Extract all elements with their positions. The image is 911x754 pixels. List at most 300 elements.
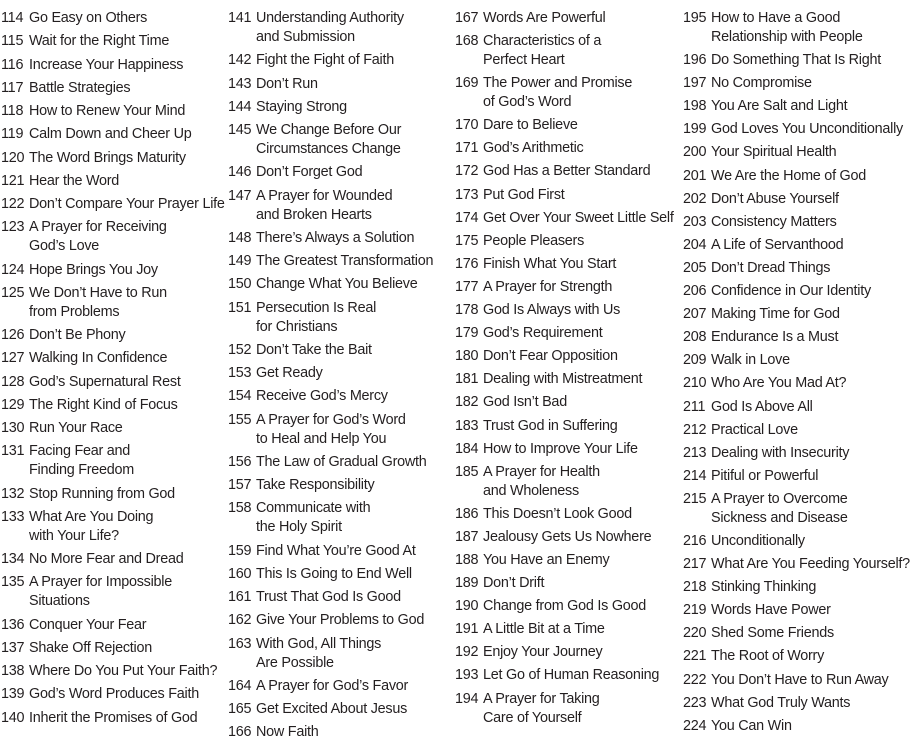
toc-entry — [228, 299, 454, 337]
entry-number: 201 — [683, 167, 707, 184]
entry-title: This Is Going to End Well — [256, 565, 412, 582]
entry-title: Don’t Take the Bait — [256, 341, 372, 358]
toc-entry — [228, 565, 454, 584]
entry-number: 126 — [1, 327, 25, 343]
toc-entry — [455, 139, 681, 158]
entry-number: 167 — [455, 10, 479, 26]
toc-entry — [683, 259, 911, 278]
toc-entry — [455, 463, 681, 501]
toc-entry — [1, 326, 227, 345]
entry-title: No More Fear and Dread — [29, 551, 184, 567]
entry-number: 148 — [228, 229, 252, 246]
entry-title: Get Ready — [256, 365, 323, 381]
entry-title: Hear the Word — [29, 172, 120, 189]
toc-entry — [455, 116, 681, 135]
toc-entry — [1, 284, 227, 322]
entry-number: 209 — [683, 352, 707, 369]
toc-entry — [683, 305, 911, 324]
entry-title: God’s Requirement — [483, 325, 603, 342]
entry-title: God Is Always with Us — [483, 302, 621, 319]
toc-entry — [1, 373, 227, 392]
toc-column-3 — [455, 9, 681, 732]
entry-title: Facing Fear and Finding Freedom — [29, 443, 135, 479]
toc-entry — [228, 611, 454, 630]
entry-title: Staying Strong — [256, 98, 347, 115]
entry-number: 119 — [1, 126, 24, 143]
toc-entry — [683, 374, 911, 393]
entry-number: 161 — [228, 589, 252, 605]
entry-number: 118 — [1, 103, 24, 119]
entry-title: Endurance Is a Must — [711, 329, 839, 346]
toc-entry — [683, 120, 911, 139]
entry-number: 122 — [1, 196, 25, 212]
entry-title: A Prayer for God’s Word to Heal and Help You — [256, 411, 406, 447]
entry-title: Change from God Is Good — [483, 598, 647, 615]
entry-number: 134 — [1, 551, 25, 567]
toc-entry — [455, 255, 681, 274]
entry-title: No Compromise — [711, 75, 812, 92]
entry-number: 205 — [683, 259, 707, 276]
toc-entry — [683, 167, 911, 186]
toc-entry — [1, 9, 227, 28]
entry-number: 123 — [1, 219, 25, 236]
entry-number: 157 — [228, 477, 252, 493]
entry-number: 212 — [683, 421, 707, 438]
entry-number: 181 — [455, 371, 479, 388]
entry-number: 192 — [455, 644, 479, 661]
entry-title: Wait for the Right Time — [29, 33, 170, 50]
toc-entry — [1, 195, 227, 214]
toc-entry — [683, 717, 911, 736]
entry-title: Who Are You Mad At? — [711, 375, 847, 392]
entry-title: Communicate with the Holy Spirit — [256, 500, 371, 536]
toc-entry — [1, 218, 227, 256]
entry-title: Don’t Drift — [483, 575, 545, 592]
entry-number: 200 — [683, 144, 707, 161]
toc-entry — [228, 252, 454, 271]
toc-entry — [228, 453, 454, 472]
entry-number: 206 — [683, 283, 707, 300]
toc-entry — [683, 97, 911, 116]
entry-title: We Change Before Our Circumstances Change — [256, 122, 402, 157]
entry-number: 186 — [455, 505, 479, 522]
toc-entry — [683, 578, 911, 597]
entry-title: Making Time for God — [711, 306, 840, 323]
entry-title: Shake Off Rejection — [29, 639, 152, 656]
entry-number: 184 — [455, 440, 479, 457]
entry-title: We Are the Home of God — [711, 167, 867, 184]
entry-title: God’s Word Produces Faith — [29, 686, 199, 703]
toc-entry — [455, 551, 681, 570]
entry-title: What God Truly Wants — [711, 694, 851, 711]
toc-entry — [683, 74, 911, 93]
toc-entry — [455, 232, 681, 251]
entry-number: 130 — [1, 420, 25, 436]
entry-number: 146 — [228, 164, 252, 181]
entry-number: 176 — [455, 255, 479, 272]
entry-title: Where Do You Put Your Faith? — [29, 663, 218, 679]
toc-entry — [683, 328, 911, 347]
toc-entry — [683, 467, 911, 486]
entry-title: Understanding Authority and Submission — [256, 10, 404, 45]
toc-entry — [228, 98, 454, 117]
entry-number: 211 — [683, 398, 706, 415]
toc-entry — [455, 209, 681, 228]
entry-number: 133 — [1, 508, 25, 525]
entry-number: 189 — [455, 575, 479, 592]
toc-entry — [455, 690, 681, 728]
entry-number: 188 — [455, 551, 479, 568]
entry-title: Finish What You Start — [483, 255, 617, 272]
toc-entry — [228, 635, 454, 673]
toc-entry — [455, 324, 681, 343]
entry-number: 194 — [455, 690, 479, 707]
entry-title: Dare to Believe — [483, 117, 578, 134]
toc-entry — [228, 187, 454, 225]
entry-title: Go Easy on Others — [29, 10, 148, 26]
toc-entry — [683, 601, 911, 620]
toc-entry — [1, 172, 227, 191]
entry-title: Jealousy Gets Us Nowhere — [483, 528, 652, 545]
entry-number: 127 — [1, 350, 25, 367]
toc-entry — [683, 9, 911, 47]
entry-title: Don’t Run — [256, 75, 318, 92]
entry-number: 152 — [228, 341, 252, 358]
entry-title: Don’t Abuse Yourself — [711, 190, 839, 207]
entry-number: 204 — [683, 236, 707, 253]
entry-title: Consistency Matters — [711, 213, 837, 230]
entry-number: 114 — [1, 10, 24, 26]
entry-number: 136 — [1, 616, 25, 633]
entry-title: Increase Your Happiness — [29, 56, 184, 73]
toc-entry — [228, 364, 454, 383]
toc-entry — [228, 121, 454, 159]
entry-title: Take Responsibility — [256, 477, 375, 493]
entry-number: 203 — [683, 213, 707, 230]
entry-number: 174 — [455, 209, 479, 226]
toc-entry — [1, 550, 227, 569]
entry-title: Receive God’s Mercy — [256, 388, 388, 405]
toc-entry — [455, 347, 681, 366]
entry-number: 141 — [228, 10, 252, 26]
entry-title: With God, All Things Are Possible — [256, 635, 382, 671]
entry-title: Find What You’re Good At — [256, 542, 416, 559]
entry-number: 149 — [228, 253, 252, 269]
entry-title: Dealing with Insecurity — [711, 444, 850, 461]
entry-title: Hope Brings You Joy — [29, 261, 158, 278]
entry-number: 170 — [455, 117, 479, 134]
toc-entry — [1, 485, 227, 504]
toc-entry — [1, 349, 227, 368]
toc-entry — [455, 9, 681, 28]
toc-entry — [1, 442, 227, 480]
entry-number: 116 — [1, 56, 24, 73]
toc-entry — [455, 643, 681, 662]
toc-entry — [228, 588, 454, 607]
entry-number: 124 — [1, 261, 25, 278]
entry-title: Calm Down and Cheer Up — [29, 126, 192, 143]
toc-entry — [1, 102, 227, 121]
entry-number: 156 — [228, 453, 252, 470]
toc-entry — [455, 597, 681, 616]
entry-number: 117 — [1, 79, 24, 96]
entry-title: Shed Some Friends — [711, 625, 834, 642]
entry-number: 175 — [455, 232, 479, 249]
entry-number: 183 — [455, 417, 479, 434]
entry-title: Walking In Confidence — [29, 350, 168, 367]
entry-number: 169 — [455, 75, 479, 92]
entry-number: 153 — [228, 365, 252, 381]
entry-number: 195 — [683, 10, 707, 26]
entry-title: Now Faith — [256, 724, 319, 741]
toc-entry — [683, 647, 911, 666]
entry-title: Practical Love — [711, 421, 798, 438]
entry-title: There’s Always a Solution — [256, 229, 415, 246]
entry-title: Pitiful or Powerful — [711, 467, 819, 484]
entry-number: 120 — [1, 149, 25, 166]
toc-entry — [455, 666, 681, 685]
entry-number: 160 — [228, 565, 252, 582]
entry-title: The Greatest Transformation — [256, 253, 434, 269]
entry-title: God’s Arithmetic — [483, 140, 584, 157]
toc-entry — [683, 398, 911, 417]
entry-number: 185 — [455, 463, 479, 480]
entry-number: 207 — [683, 306, 707, 323]
entry-number: 190 — [455, 598, 479, 615]
entry-title: Battle Strategies — [29, 79, 131, 96]
entry-title: Don’t Compare Your Prayer Life — [29, 196, 225, 212]
entry-number: 142 — [228, 52, 252, 69]
toc-entry — [228, 163, 454, 182]
entry-number: 219 — [683, 602, 707, 619]
entry-number: 128 — [1, 373, 25, 390]
toc-entry — [455, 528, 681, 547]
entry-number: 216 — [683, 532, 707, 549]
toc-entry — [228, 229, 454, 248]
entry-title: Conquer Your Fear — [29, 616, 147, 633]
toc-entry — [455, 278, 681, 297]
entry-number: 199 — [683, 121, 707, 138]
toc-entry — [1, 261, 227, 280]
toc-entry — [1, 419, 227, 438]
toc-entry — [1, 125, 227, 144]
entry-title: Don’t Dread Things — [711, 259, 831, 276]
entry-title: A Prayer for Taking Care of Yourself — [483, 690, 600, 726]
toc-entry — [683, 282, 911, 301]
toc-entry — [455, 162, 681, 181]
entry-number: 210 — [683, 375, 707, 392]
entry-number: 196 — [683, 52, 707, 69]
entry-title: A Little Bit at a Time — [483, 621, 605, 638]
entry-title: A Prayer for Wounded and Broken Hearts — [256, 187, 393, 223]
entry-title: Characteristics of a Perfect Heart — [483, 33, 602, 69]
entry-number: 222 — [683, 671, 707, 688]
toc-entry — [228, 700, 454, 719]
entry-title: A Life of Servanthood — [711, 236, 844, 253]
entry-title: How to Improve Your Life — [483, 440, 638, 457]
toc-entry — [455, 440, 681, 459]
toc-entry — [683, 190, 911, 209]
entry-number: 213 — [683, 444, 707, 461]
entry-title: Fight the Fight of Faith — [256, 52, 394, 69]
toc-column-1 — [1, 9, 227, 732]
entry-number: 163 — [228, 635, 252, 652]
entry-number: 223 — [683, 694, 707, 711]
entry-number: 139 — [1, 686, 25, 703]
entry-title: We Don’t Have to Run from Problems — [29, 284, 167, 320]
entry-number: 144 — [228, 98, 252, 115]
entry-number: 202 — [683, 190, 707, 207]
entry-number: 125 — [1, 284, 25, 301]
entry-title: A Prayer for Health and Wholeness — [483, 463, 600, 499]
toc-entry — [455, 620, 681, 639]
toc-column-4 — [683, 9, 911, 740]
entry-number: 187 — [455, 528, 479, 545]
toc-entry — [228, 723, 454, 742]
entry-number: 131 — [1, 443, 25, 460]
entry-number: 137 — [1, 639, 25, 656]
toc-entry — [228, 476, 454, 495]
toc-entry — [683, 351, 911, 370]
toc-entry — [1, 709, 227, 728]
entry-number: 180 — [455, 348, 479, 365]
entry-title: How to Renew Your Mind — [29, 103, 186, 119]
entry-number: 177 — [455, 278, 479, 295]
toc-entry — [455, 370, 681, 389]
entry-title: You Can Win — [711, 717, 792, 734]
entry-title: Give Your Problems to God — [256, 612, 425, 629]
entry-title: Don’t Be Phony — [29, 327, 126, 343]
entry-title: Your Spiritual Health — [711, 144, 837, 161]
entry-number: 168 — [455, 33, 479, 50]
entry-title: A Prayer for Receiving God’s Love — [29, 219, 167, 255]
entry-title: People Pleasers — [483, 232, 585, 249]
entry-number: 224 — [683, 717, 707, 734]
toc-entry — [1, 639, 227, 658]
entry-title: Change What You Believe — [256, 276, 418, 293]
entry-number: 145 — [228, 122, 252, 138]
entry-number: 191 — [455, 621, 479, 638]
entry-number: 193 — [455, 667, 479, 684]
toc-entry — [228, 51, 454, 70]
entry-number: 217 — [683, 556, 707, 573]
toc-entry — [683, 624, 911, 643]
entry-number: 166 — [228, 724, 252, 741]
toc-entry — [683, 671, 911, 690]
toc-entry — [455, 505, 681, 524]
entry-title: Run Your Race — [29, 420, 123, 436]
toc-entry — [683, 51, 911, 70]
entry-number: 121 — [1, 172, 25, 189]
entry-number: 182 — [455, 394, 479, 411]
entry-number: 197 — [683, 75, 707, 92]
entry-number: 147 — [228, 187, 252, 204]
toc-entry — [1, 32, 227, 51]
entry-number: 143 — [228, 75, 252, 92]
toc-entry — [228, 341, 454, 360]
toc-entry — [228, 75, 454, 94]
entry-number: 115 — [1, 33, 24, 50]
entry-number: 135 — [1, 574, 25, 591]
entry-title: God’s Supernatural Rest — [29, 373, 181, 390]
toc-entry — [228, 499, 454, 537]
entry-number: 150 — [228, 276, 252, 293]
entry-title: Walk in Love — [711, 352, 790, 369]
toc-entry — [455, 393, 681, 412]
entry-number: 215 — [683, 490, 707, 507]
entry-title: God Has a Better Standard — [483, 163, 651, 180]
entry-title: Words Have Power — [711, 602, 831, 619]
toc-entry — [228, 411, 454, 449]
toc-entry — [228, 542, 454, 561]
toc-entry — [683, 694, 911, 713]
toc-entry — [1, 396, 227, 415]
entry-number: 140 — [1, 709, 25, 726]
entry-title: Do Something That Is Right — [711, 52, 882, 69]
entry-number: 132 — [1, 485, 25, 502]
entry-number: 178 — [455, 302, 479, 319]
entry-number: 218 — [683, 579, 707, 596]
toc-entry — [1, 508, 227, 546]
entry-title: How to Have a Good Relationship with People — [711, 10, 863, 45]
entry-title: Trust That God Is Good — [256, 589, 401, 605]
entry-title: Persecution Is Real for Christians — [256, 299, 377, 335]
entry-title: Get Over Your Sweet Little Self — [483, 209, 674, 226]
entry-title: Put God First — [483, 186, 565, 203]
entry-title: The Right Kind of Focus — [29, 396, 178, 413]
toc-entry — [683, 236, 911, 255]
entry-title: The Power and Promise of God’s Word — [483, 75, 633, 111]
entry-title: A Prayer for Impossible Situations — [29, 574, 173, 610]
toc-entry — [1, 685, 227, 704]
entry-number: 129 — [1, 396, 25, 413]
entry-number: 172 — [455, 163, 479, 180]
toc-entry — [455, 574, 681, 593]
entry-title: Confidence in Our Identity — [711, 283, 871, 300]
toc-entry — [228, 677, 454, 696]
toc-entry — [683, 444, 911, 463]
toc-column-2 — [228, 9, 454, 747]
entry-number: 171 — [455, 140, 479, 157]
entry-title: You Have an Enemy — [483, 551, 610, 568]
entry-title: You Don’t Have to Run Away — [711, 671, 889, 688]
toc-entry — [683, 213, 911, 232]
entry-title: Inherit the Promises of God — [29, 709, 198, 726]
entry-title: What Are You Doing with Your Life? — [29, 508, 154, 544]
entry-title: Enjoy Your Journey — [483, 644, 603, 661]
toc-entry — [1, 79, 227, 98]
toc-entry — [683, 532, 911, 551]
toc-entry — [683, 490, 911, 528]
entry-number: 138 — [1, 663, 25, 679]
entry-number: 179 — [455, 325, 479, 342]
toc-entry — [683, 555, 911, 574]
toc-entry — [228, 9, 454, 47]
entry-title: Let Go of Human Reasoning — [483, 667, 660, 684]
entry-title: A Prayer for God’s Favor — [256, 677, 409, 694]
entry-title: Don’t Forget God — [256, 164, 363, 181]
toc-entry — [455, 186, 681, 205]
entry-number: 159 — [228, 542, 252, 559]
entry-number: 151 — [228, 299, 252, 316]
entry-number: 221 — [683, 648, 707, 665]
entry-number: 162 — [228, 612, 252, 629]
toc-entry — [455, 417, 681, 436]
toc-entry — [683, 143, 911, 162]
entry-title: Stinking Thinking — [711, 579, 817, 596]
entry-title: Words Are Powerful — [483, 10, 606, 26]
entry-number: 158 — [228, 500, 252, 517]
